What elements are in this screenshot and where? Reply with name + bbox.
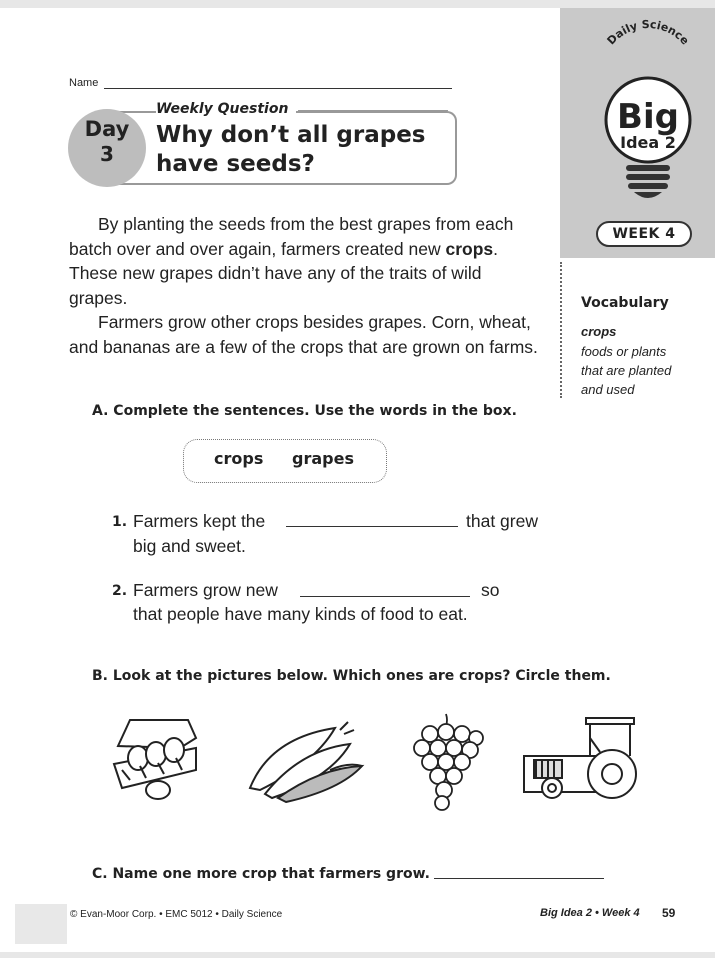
grapes-icon[interactable] (414, 714, 483, 810)
section-c-answer-blank[interactable] (434, 878, 604, 879)
section-b-instruction: B. Look at the pictures below. Which ones are crops? Circle them. (92, 668, 611, 684)
top-edge (0, 0, 715, 8)
item-2-text: Farmers grow new (133, 580, 278, 600)
name-label: Name (69, 77, 99, 89)
item-1-text-line2: big and sweet. (133, 536, 246, 556)
item-1-text: Farmers kept the (133, 511, 266, 531)
word-box-word: grapes (292, 449, 354, 468)
week-badge: WEEK 4 (596, 221, 692, 247)
weekly-question-label: Weekly Question (156, 101, 296, 117)
page-number: 59 (662, 906, 676, 920)
section-a-instruction: A. Complete the sentences. Use the words in the box. (92, 403, 517, 419)
day-label: Day (84, 117, 130, 141)
vocab-divider (560, 262, 562, 398)
eggs-icon[interactable] (114, 720, 196, 799)
vocabulary-definition: foods or plants that are planted and used (581, 344, 672, 397)
picture-row (100, 708, 660, 818)
item-2-text-after: so (481, 580, 500, 600)
lightbulb-icon (560, 8, 715, 223)
badge-big: Big (617, 97, 679, 137)
item-1-answer-blank[interactable] (286, 526, 458, 527)
badge-arc-text: Daily Science (604, 17, 692, 48)
tractor-icon[interactable] (524, 718, 636, 798)
corn-icon[interactable] (250, 722, 362, 802)
badge-idea: Idea 2 (620, 133, 676, 152)
item-2-answer-blank[interactable] (300, 596, 470, 597)
section-c-instruction: C. Name one more crop that farmers grow. (92, 866, 430, 882)
item-2-text-line2: that people have many kinds of food to eat. (133, 604, 468, 624)
word-box-word: crops (214, 449, 264, 468)
item-number: 2. (112, 583, 128, 599)
weekly-question: Why don’t all grapes have seeds? (156, 122, 426, 177)
corner-shade (15, 904, 67, 944)
bottom-edge (0, 952, 715, 958)
weekly-question-rule (298, 110, 448, 111)
day-number: 3 (100, 142, 114, 166)
name-field[interactable] (104, 88, 452, 89)
item-number: 1. (112, 514, 128, 530)
footer-unit: Big Idea 2 • Week 4 (540, 907, 640, 919)
item-1-text-after: that grew (466, 511, 538, 531)
vocabulary-title: Vocabulary (581, 295, 669, 311)
passage-paragraph-2: Farmers grow other crops besides grapes. Corn, wheat, and bananas are a few of the crops that are grown on farms. (69, 312, 538, 357)
vocabulary-word: crops (581, 324, 617, 339)
footer-copyright: © Evan-Moor Corp. • EMC 5012 • Daily Science (70, 909, 283, 920)
passage-paragraph-1: By planting the seeds from the best grapes from each batch over and over again, farmers created new crops. These new grapes didn’t have any of the traits of wild grapes. (69, 214, 514, 308)
vocab-highlight: crops (445, 238, 494, 259)
